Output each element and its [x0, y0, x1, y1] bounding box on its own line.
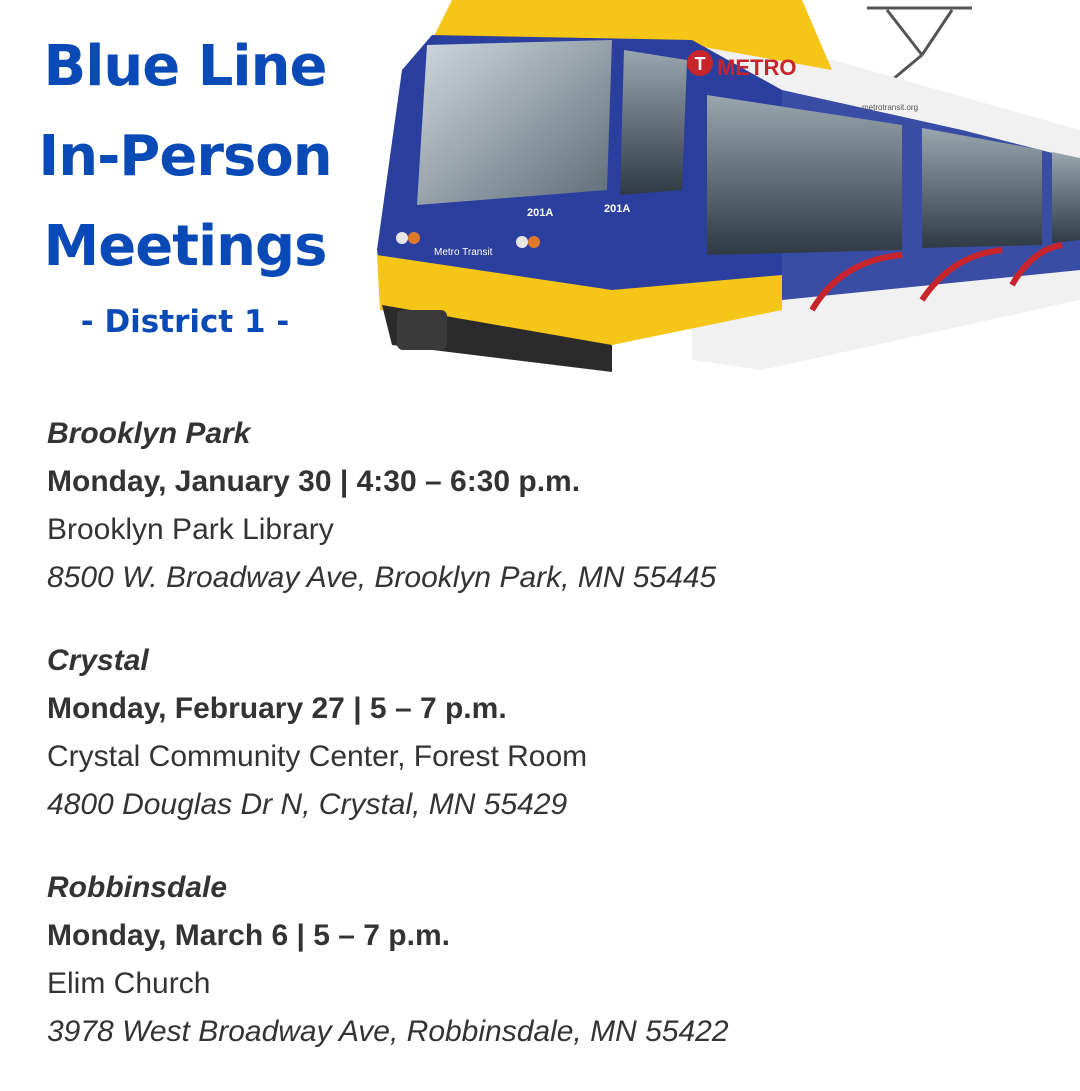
meeting-venue: Brooklyn Park Library: [47, 513, 334, 546]
meeting-city: Robbinsdale: [47, 871, 228, 904]
meeting-item: [47, 637, 1047, 829]
side-number: 201A: [604, 203, 631, 215]
title-line-1: Blue Line: [43, 34, 327, 99]
meeting-datetime: Monday, March 6 | 5 – 7 p.m.: [47, 919, 450, 952]
meeting-datetime: Monday, February 27 | 5 – 7 p.m.: [47, 692, 507, 725]
meeting-item: [47, 864, 1047, 1056]
meeting-address: 8500 W. Broadway Ave, Brooklyn Park, MN 55445: [47, 561, 717, 594]
meeting-address: 3978 West Broadway Ave, Robbinsdale, MN 55422: [47, 1015, 729, 1048]
operator-text: Metro Transit: [434, 247, 493, 258]
train-image: [362, 0, 1080, 390]
website-text: metrotransit.org: [862, 103, 919, 112]
meeting-list: [47, 410, 1047, 1091]
meeting-venue: Crystal Community Center, Forest Room: [47, 740, 588, 773]
district-subtitle: - District 1 -: [80, 304, 290, 340]
meeting-venue: Elim Church: [47, 967, 211, 1000]
light-rail-train-illustration: [362, 0, 1080, 390]
meeting-item: [47, 410, 1047, 602]
meeting-address: 4800 Douglas Dr N, Crystal, MN 55429: [47, 788, 568, 821]
title-line-2: In-Person: [38, 124, 332, 189]
cab-number: 201A: [527, 207, 554, 219]
headline: [0, 22, 370, 346]
metro-logo-letter: T: [694, 54, 706, 74]
meeting-city: Crystal: [47, 644, 149, 677]
pantograph: [867, 8, 972, 80]
meeting-city: Brooklyn Park: [47, 417, 251, 450]
title-line-3: Meetings: [43, 214, 327, 279]
meeting-datetime: Monday, January 30 | 4:30 – 6:30 p.m.: [47, 465, 581, 498]
metro-brand-text: METRO: [717, 55, 797, 80]
